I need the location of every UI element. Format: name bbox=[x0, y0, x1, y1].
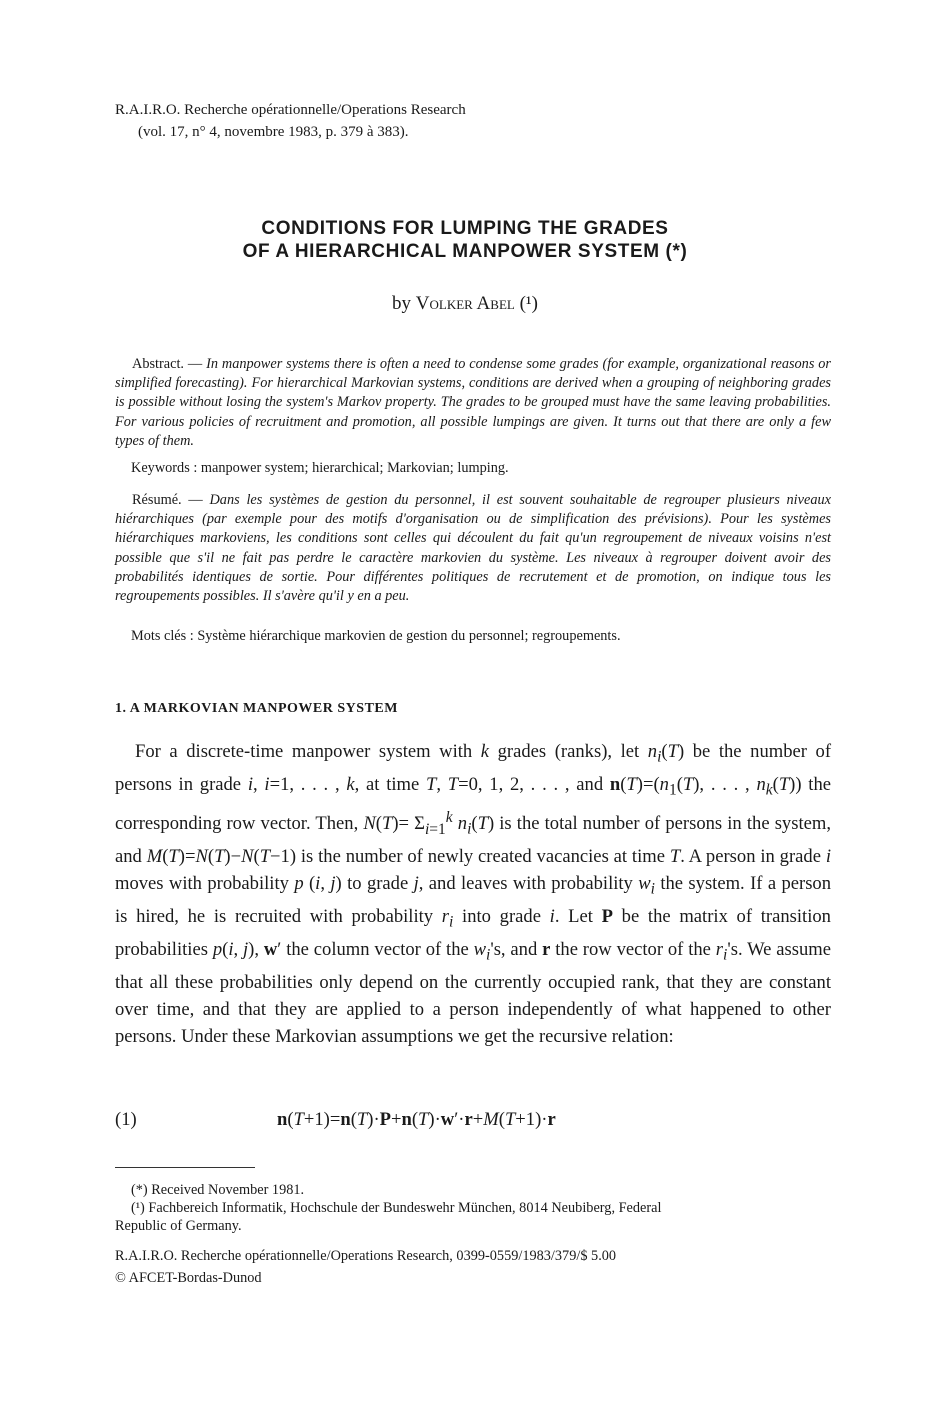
keywords: Keywords : manpower system; hierarchical; Markovian; lumping. bbox=[131, 460, 509, 476]
author-footnote-mark: (¹) bbox=[519, 293, 538, 314]
paper-title bbox=[0, 217, 930, 263]
footnote-affiliation: (¹) Fachbereich Informatik, Hochschule der Bundeswehr München, 8014 Neubiberg, Federal bbox=[131, 1200, 662, 1216]
footnote-rule bbox=[115, 1167, 255, 1168]
footer-line-1: R.A.I.R.O. Recherche opérationnelle/Operations Research, 0399-0559/1983/379/$ 5.00 bbox=[115, 1248, 617, 1264]
journal-header bbox=[115, 99, 466, 143]
page-footer bbox=[115, 1245, 616, 1289]
abstract-text: In manpower systems there is often a need to condense some grades (for example, organizational reasons or simplified forecasting). For hierarchical Markovian systems, conditions are derived when a grouping of neighboring grades is possible without losing the system's Markov property. The grades to be grouped must have the same leaving probabilities. For various policies of recruitment and promotion, all possible lumpings are given. It turns out that there are only a few types of them. bbox=[115, 356, 831, 449]
equation-number: (1) bbox=[115, 1109, 137, 1130]
resume-label: Résumé. — bbox=[132, 492, 210, 508]
footer-line-2: © AFCET-Bordas-Dunod bbox=[115, 1270, 262, 1286]
author-by: by bbox=[392, 293, 412, 314]
author-line bbox=[0, 293, 930, 315]
journal-line-1: R.A.I.R.O. Recherche opérationnelle/Operations Research bbox=[115, 102, 466, 118]
section-heading: 1. A MARKOVIAN MANPOWER SYSTEM bbox=[115, 701, 398, 716]
body-paragraph: For a discrete-time manpower system with k grades (ranks), let $n_i(T)$ be the number of persons in grade i, i=1, . . . , k, at time T, T=0, 1, 2, . . . , and $n(T)=(n_1(T)$, . . . , $n_k(T)$) the corresponding row vector. Then, $N(T)= \Sigma_{i=1}^k$ $n_i(T)$ is the total number of persons in the system, and M(T)=N(T)−N(T−1) is the number of newly created vacancies at time T. A person in grade i moves with probability p (i, j) to grade j, and leaves with probability $w_i$ the system. If a person is hired, he is recruited with probability $r_i$ into grade i. Let P be the matrix of transition probabilities p(i, j), w′ the column vector of the $w_i's$, and r the row vector of the $r_i's$. We assume that all these probabilities only depend on the currently occupied rank, that they are constant over time, and that they are applied to a person independently of what happened to other persons. Under these Markovian assumptions we get the recursive relation: bbox=[115, 741, 832, 1048]
title-line-1: CONDITIONS FOR LUMPING THE GRADES bbox=[261, 218, 669, 239]
mots-cles: Mots clés : Système hiérarchique markovien de gestion du personnel; regroupements. bbox=[131, 628, 621, 644]
journal-line-2: (vol. 17, n° 4, novembre 1983, p. 379 à 383). bbox=[138, 124, 409, 140]
author-name: Volker Abel bbox=[415, 293, 515, 314]
abstract bbox=[115, 355, 831, 451]
equation-1: n(T+1)=n(T)·P+n(T)·w′·r+M(T+1)·r bbox=[277, 1109, 556, 1130]
title-line-2: OF A HIERARCHICAL MANPOWER SYSTEM (*) bbox=[242, 241, 688, 262]
resume-text: Dans les systèmes de gestion du personnel, il est souvent souhaitable de regrouper plusieurs niveaux hiérarchiques (par exemple pour des motifs d'organisation ou de simplification des prévisions). Pour les systèmes hiérarchiques markoviens, les conditions sont celles qui découlent du fait qu'un regroupement de niveaux voisins n'est possible que s'il ne fait pas perdre le caractère markovien du système. Les niveaux à regrouper doivent avoir des probabilités identiques de sortie. Pour différentes politiques de recrutement et de promotion, on indique tous les regroupements possibles. Il s'avère qu'il y en a peu. bbox=[115, 492, 831, 605]
resume bbox=[115, 491, 831, 606]
footnotes bbox=[115, 1181, 831, 1235]
footnote-received: (*) Received November 1981. bbox=[131, 1182, 305, 1198]
abstract-label: Abstract. — bbox=[132, 356, 207, 372]
footnote-affiliation-cont: Republic of Germany. bbox=[115, 1218, 242, 1234]
